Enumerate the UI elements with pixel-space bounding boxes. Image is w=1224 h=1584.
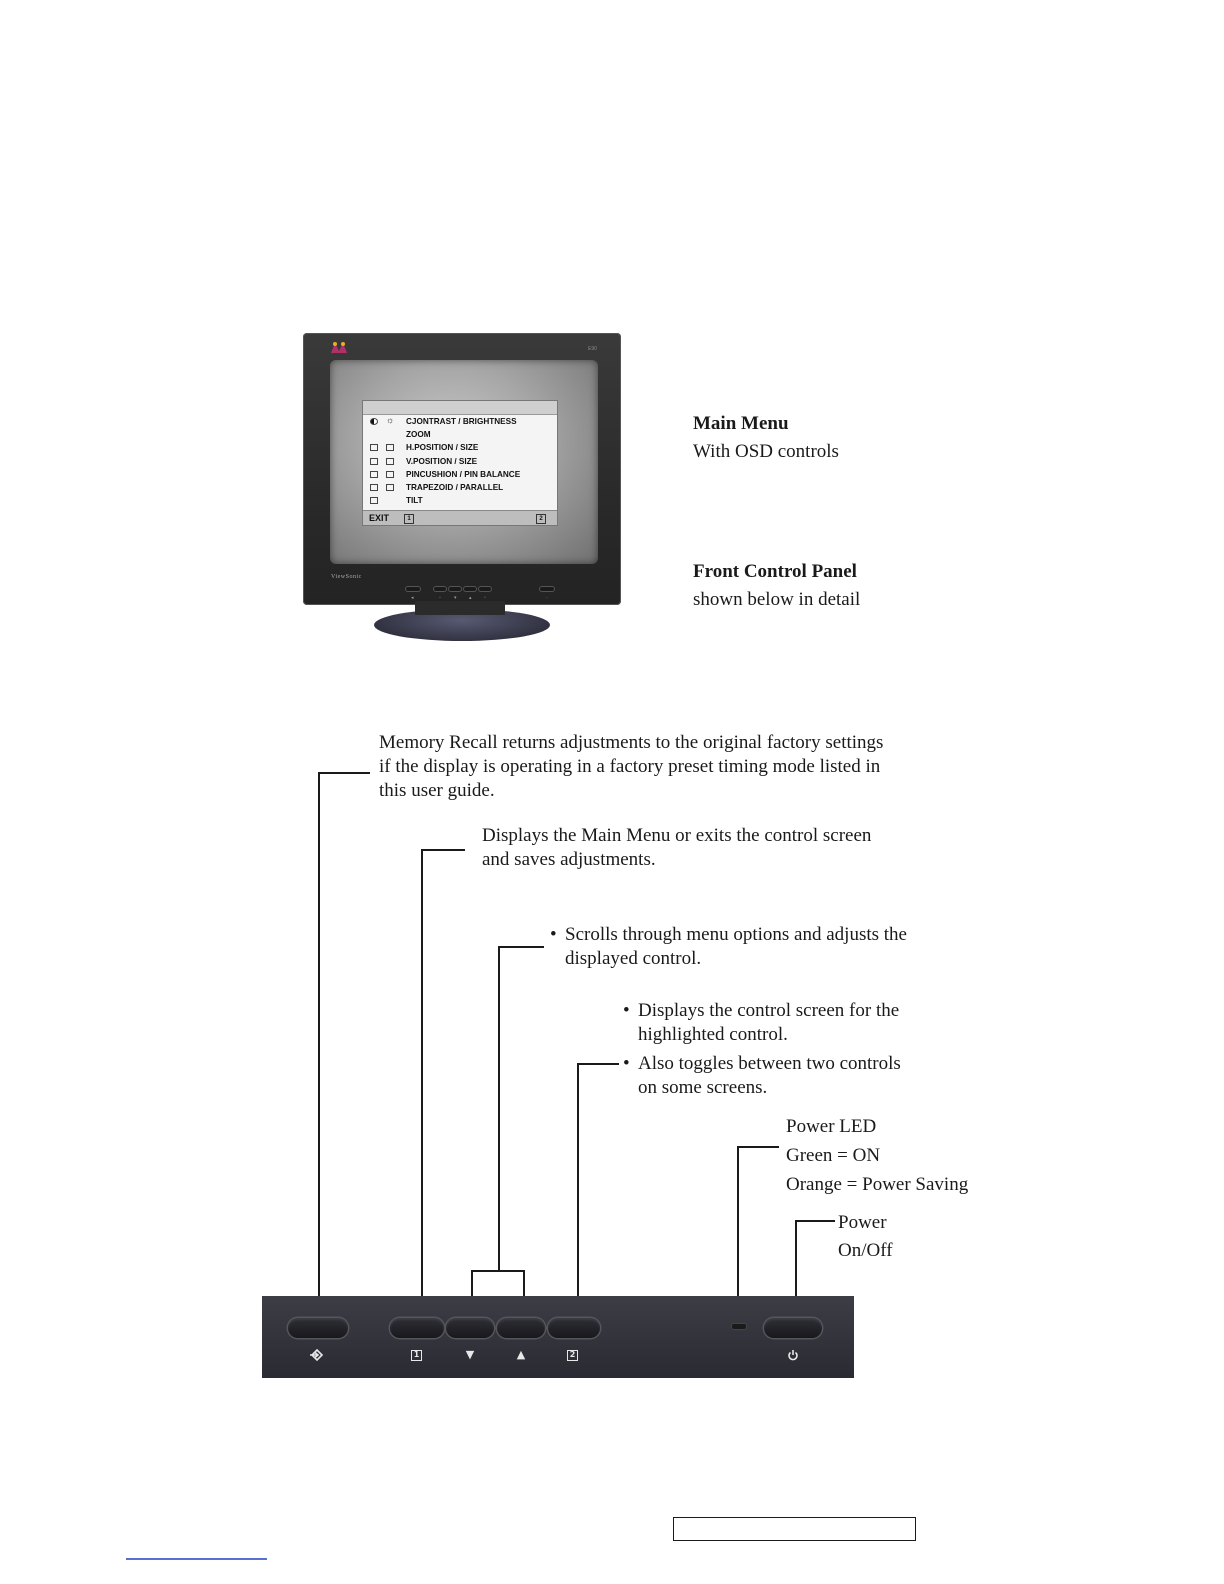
- pin-balance-icon: [386, 471, 394, 478]
- brand-label: ViewSonic: [331, 574, 362, 580]
- mini-button: [478, 586, 492, 592]
- mini-button: [539, 586, 555, 592]
- osd-item: [363, 428, 557, 441]
- callout-line: displayed control.: [565, 948, 702, 969]
- model-number: E90: [588, 346, 597, 352]
- callout-line: on some screens.: [638, 1077, 768, 1098]
- osd-item-label: V.POSITION / SIZE: [406, 456, 478, 466]
- led-leader-h: [737, 1146, 779, 1148]
- down-arrow-icon: ▼: [465, 1348, 475, 1361]
- front-control-panel: [262, 1296, 854, 1378]
- down-button[interactable]: [446, 1318, 494, 1338]
- down-icon: ▾: [454, 595, 457, 601]
- main-menu-leader-v: [421, 849, 423, 1310]
- osd-key1: 1: [404, 514, 414, 524]
- monitor-stand-neck: [415, 601, 505, 615]
- h-size-icon: [386, 444, 394, 451]
- callout-line: Memory Recall returns adjustments to the original factory settings: [379, 732, 884, 753]
- front-panel-title: Front Control Panel: [693, 561, 857, 582]
- osd-main-menu: [362, 400, 558, 526]
- main-menu-leader-h: [421, 849, 465, 851]
- monitor-screen: [330, 360, 598, 564]
- h-position-icon: [370, 444, 378, 451]
- callout-line: highlighted control.: [638, 1024, 788, 1045]
- osd-item: [363, 441, 557, 454]
- contrast-icon: [370, 418, 378, 425]
- main-menu-callout: [482, 824, 871, 872]
- mini-button: [405, 586, 421, 592]
- main-menu-title: Main Menu: [693, 413, 789, 434]
- key2-leader-v: [577, 1063, 579, 1310]
- power-leader-h: [795, 1220, 835, 1222]
- viewsonic-logo-icon: [329, 341, 349, 355]
- osd-title-bar: [363, 401, 557, 415]
- key2-leader-h: [577, 1063, 619, 1065]
- parallel-icon: [386, 484, 394, 491]
- memory-recall-button[interactable]: [288, 1318, 348, 1338]
- memory-recall-callout: [379, 731, 883, 803]
- osd-item-label: CJONTRAST / BRIGHTNESS: [406, 417, 517, 426]
- key1-icon: ▫: [439, 595, 441, 601]
- callout-line: Displays the control screen for the: [638, 1000, 900, 1021]
- osd-item-label: TRAPEZOID / PARALLEL: [406, 482, 504, 492]
- key2-icon: ▫: [484, 595, 486, 601]
- bullet: •: [623, 1053, 630, 1074]
- osd-item-label: PINCUSHION / PIN BALANCE: [406, 469, 521, 479]
- power-button[interactable]: [764, 1318, 822, 1338]
- toggle-callout: [623, 1052, 901, 1100]
- power-led-callout: [786, 1112, 968, 1199]
- scroll-leader-bracket: [471, 1270, 525, 1272]
- callout-line: this user guide.: [379, 780, 495, 801]
- power-icon: ·: [546, 595, 548, 601]
- scroll-callout: [550, 923, 907, 971]
- osd-key2: 2: [536, 514, 546, 524]
- callout-line: Also toggles between two controls: [638, 1053, 901, 1074]
- memory-recall-leader-v: [318, 772, 320, 1310]
- memory-recall-icon: ◂: [411, 595, 414, 601]
- led-leader-v: [737, 1146, 739, 1310]
- monitor-bezel: [303, 333, 621, 605]
- osd-item: [363, 468, 557, 481]
- mini-button: [433, 586, 447, 592]
- scroll-leader-h: [498, 946, 544, 948]
- up-arrow-icon: ▲: [516, 1348, 526, 1361]
- mini-button: [448, 586, 462, 592]
- key1-icon: 1: [411, 1350, 422, 1361]
- osd-item: [363, 455, 557, 468]
- callout-line: Green = ON: [786, 1145, 881, 1166]
- trapezoid-icon: [370, 484, 378, 491]
- osd-item-label: H.POSITION / SIZE: [406, 443, 479, 453]
- main-menu-caption: [693, 410, 839, 466]
- front-panel-caption: [693, 558, 860, 614]
- osd-item: [363, 481, 557, 494]
- display-control-callout: [623, 999, 900, 1047]
- tilt-icon: [370, 497, 378, 504]
- main-menu-subtitle: With OSD controls: [693, 441, 839, 462]
- power-led: [732, 1324, 746, 1329]
- osd-exit-label: EXIT: [369, 513, 390, 523]
- callout-line: and saves adjustments.: [482, 849, 656, 870]
- key2-button[interactable]: [548, 1318, 600, 1338]
- v-size-icon: [386, 458, 394, 465]
- callout-line: Orange = Power Saving: [786, 1174, 969, 1195]
- osd-item-label: TILT: [406, 496, 423, 506]
- callout-line: Displays the Main Menu or exits the control screen: [482, 825, 872, 846]
- callout-line: Power: [838, 1212, 887, 1233]
- pincushion-icon: [370, 471, 378, 478]
- callout-line: if the display is operating in a factory preset timing mode listed in: [379, 756, 881, 777]
- callout-line: Scrolls through menu options and adjusts the: [565, 924, 907, 945]
- v-position-icon: [370, 458, 378, 465]
- footer-box: [673, 1517, 916, 1541]
- monitor-photo: [300, 333, 624, 645]
- key2-icon: 2: [567, 1350, 578, 1361]
- mini-button: [463, 586, 477, 592]
- callout-line: On/Off: [838, 1240, 893, 1261]
- osd-footer: [363, 510, 557, 525]
- key1-button[interactable]: [390, 1318, 444, 1338]
- memory-recall-leader-h: [318, 772, 370, 774]
- osd-item: [363, 494, 557, 507]
- power-icon: [786, 1348, 800, 1362]
- bullet: •: [550, 924, 557, 945]
- osd-item-label: ZOOM: [406, 430, 431, 440]
- up-button[interactable]: [497, 1318, 545, 1338]
- up-icon: ▴: [469, 595, 472, 601]
- osd-item: [363, 415, 557, 428]
- scroll-leader-v: [498, 946, 500, 1272]
- front-panel-subtitle: shown below in detail: [693, 589, 861, 610]
- power-callout: [838, 1209, 893, 1265]
- footer-link-underline: [126, 1558, 267, 1560]
- bullet: •: [623, 1000, 630, 1021]
- memory-recall-icon: [310, 1348, 324, 1362]
- brightness-icon: ☼: [386, 415, 395, 425]
- callout-line: Power LED: [786, 1116, 877, 1137]
